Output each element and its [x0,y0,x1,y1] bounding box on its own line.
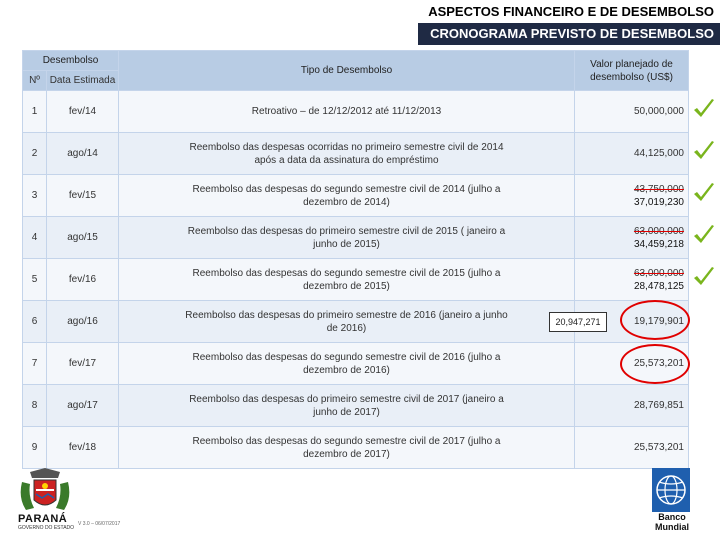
table-row [23,343,689,385]
row-date: ago/16 [47,301,119,343]
row-type: Reembolso das despesas ocorridas no primeiro semestre civil de 2014 após a data da assinatura do empréstimo [119,133,575,175]
row-value [575,175,689,217]
header-value: Valor planejado de desembolso (US$) [575,51,689,91]
check-icon [692,140,716,162]
row-type: Reembolso das despesas do primeiro semestre civil de 2015 ( janeiro a junho de 2015) [119,217,575,259]
header-type: Tipo de Desembolso [119,51,575,91]
original-value: 63,000,000 [633,267,684,279]
original-value: 43,750,000 [633,183,684,195]
row-date: ago/15 [47,217,119,259]
planned-value: 44,125,000 [633,148,684,159]
disbursement-table [22,50,689,469]
row-number: 4 [23,217,47,259]
row-date: fev/18 [47,427,119,469]
planned-value: 19,179,901 [633,316,684,327]
row-number: 2 [23,133,47,175]
table-row [23,259,689,301]
planned-value: 25,573,201 [633,442,684,453]
table-row [23,91,689,133]
state-name: PARANÁ [18,513,68,525]
row-value [575,133,689,175]
row-value [575,217,689,259]
header-date: Data Estimada [47,71,119,91]
original-value: 63,000,000 [633,225,684,237]
planned-value: 28,769,851 [633,400,684,411]
version-label: V 3.0 – 06/07/2017 [78,521,121,527]
row-value [575,427,689,469]
table-row [23,175,689,217]
bank-name-line1: Banco [658,512,686,522]
row-type: Retroativo – de 12/12/2012 até 11/12/2013 [119,91,575,133]
row-type: Reembolso das despesas do segundo semestre civil de 2017 (julho a dezembro de 2017) [119,427,575,469]
planned-value: 50,000,000 [633,106,684,117]
revised-value: 28,478,125 [633,280,684,292]
row-type: Reembolso das despesas do segundo semestre civil de 2015 (julho a dezembro de 2015) [119,259,575,301]
world-bank-globe-icon [652,468,690,512]
row-date: ago/17 [47,385,119,427]
table-row [23,133,689,175]
row-number: 3 [23,175,47,217]
table-row [23,427,689,469]
header-num: Nº [23,71,47,91]
check-icon [692,182,716,204]
revised-value-callout: 20,947,271 [549,312,607,332]
highlight-ellipse-row7 [620,344,690,384]
header-disbursement: Desembolso [23,51,119,71]
table-row [23,385,689,427]
check-icon [692,266,716,288]
page-subtitle: CRONOGRAMA PREVISTO DE DESEMBOLSO [430,26,714,41]
table-row [23,217,689,259]
row-number: 8 [23,385,47,427]
row-type: Reembolso das despesas do segundo semestre civil de 2014 (julho a dezembro de 2014) [119,175,575,217]
row-date: fev/17 [47,343,119,385]
row-number: 1 [23,91,47,133]
row-value [575,385,689,427]
revised-value: 34,459,218 [633,238,684,250]
highlight-ellipse-row6 [620,300,690,340]
row-value [575,91,689,133]
bank-name-line2: Mundial [655,522,689,532]
page-title: ASPECTOS FINANCEIRO E DE DESEMBOLSO [428,4,714,19]
row-value [575,259,689,301]
row-number: 6 [23,301,47,343]
row-date: fev/16 [47,259,119,301]
row-number: 9 [23,427,47,469]
row-type: Reembolso das despesas do primeiro semestre de 2016 (janeiro a junho de 2016) [119,301,575,343]
row-date: fev/14 [47,91,119,133]
row-number: 5 [23,259,47,301]
revised-value: 37,019,230 [633,196,684,208]
row-date: ago/14 [47,133,119,175]
planned-value: 25,573,201 [633,358,684,369]
check-icon [692,98,716,120]
row-type: Reembolso das despesas do segundo semestre civil de 2016 (julho a dezembro de 2016) [119,343,575,385]
row-number: 7 [23,343,47,385]
check-icon [692,224,716,246]
state-subtitle: GOVERNO DO ESTADO [18,525,75,531]
row-type: Reembolso das despesas do primeiro semestre civil de 2017 (janeiro a junho de 2017) [119,385,575,427]
row-date: fev/15 [47,175,119,217]
